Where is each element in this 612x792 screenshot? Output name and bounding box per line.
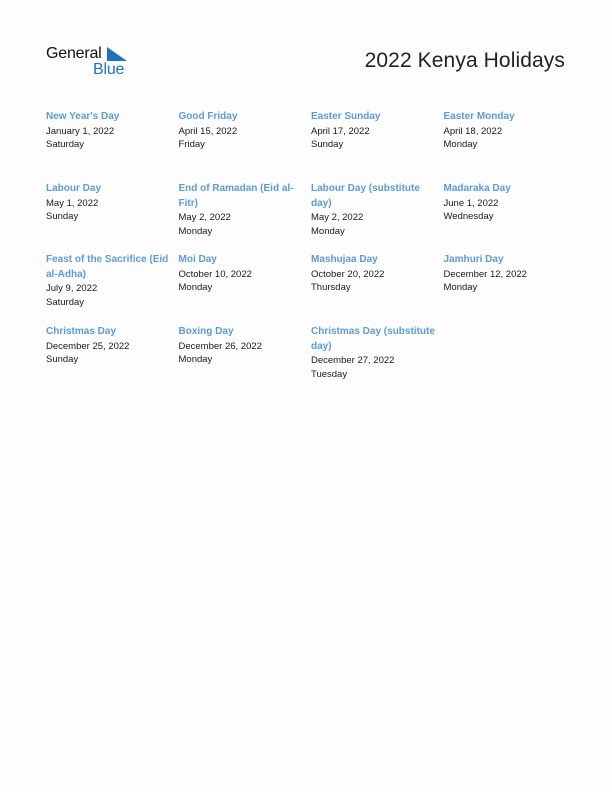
holiday-date: December 26, 2022	[178, 340, 262, 352]
holiday-name: Moi Day	[178, 254, 217, 265]
holiday-date: January 1, 2022	[46, 125, 115, 137]
holiday-item	[444, 253, 577, 325]
holiday-date: May 2, 2022	[311, 212, 364, 223]
holiday-date: July 9, 2022	[46, 283, 98, 294]
holiday-item	[311, 182, 444, 253]
holiday-row	[46, 325, 576, 397]
holiday-item	[311, 110, 444, 182]
holiday-weekday: Tuesday	[311, 368, 348, 380]
holiday-name: New Year's Day	[46, 111, 120, 122]
holiday-name: Easter Sunday	[311, 111, 381, 122]
holiday-weekday: Friday	[178, 139, 205, 151]
holiday-weekday: Wednesday	[443, 211, 494, 223]
holiday-weekday: Monday	[178, 354, 213, 366]
holiday-name: Boxing Day	[178, 326, 234, 337]
holiday-item	[444, 110, 577, 182]
holiday-weekday: Saturday	[46, 139, 85, 151]
holiday-name: Labour Day	[46, 183, 102, 194]
holiday-name: End of Ramadan (Eid al-Fitr)	[178, 183, 294, 209]
holiday-name: Labour Day (substitute day)	[311, 183, 420, 209]
holiday-date: May 1, 2022	[46, 197, 99, 209]
logo-triangle-icon	[107, 47, 127, 61]
holiday-item	[179, 110, 312, 182]
holiday-item	[46, 253, 179, 325]
holiday-date: December 12, 2022	[443, 268, 527, 280]
holiday-item	[179, 182, 312, 253]
holiday-name: Easter Monday	[443, 111, 515, 122]
holiday-date: April 15, 2022	[178, 125, 238, 137]
holiday-name: Jamhuri Day	[443, 254, 504, 265]
holiday-name: Good Friday	[178, 111, 238, 122]
holiday-date: December 27, 2022	[311, 355, 395, 366]
holiday-grid	[46, 110, 576, 397]
holiday-item	[311, 253, 444, 325]
generalblue-logo	[46, 45, 136, 79]
holiday-name: Mashujaa Day	[311, 254, 378, 265]
holiday-item	[179, 253, 312, 325]
holiday-weekday: Monday	[443, 282, 478, 294]
holiday-item	[444, 182, 577, 253]
holiday-name: Madaraka Day	[443, 183, 511, 194]
holiday-weekday: Sunday	[311, 139, 344, 151]
holiday-item	[46, 182, 179, 253]
holiday-date: December 25, 2022	[46, 340, 130, 352]
holiday-weekday: Sunday	[46, 354, 79, 366]
holiday-date: October 10, 2022	[178, 268, 252, 280]
holiday-weekday: Sunday	[46, 211, 79, 223]
holiday-item	[46, 110, 179, 182]
holiday-name: Christmas Day (substitute day)	[311, 326, 435, 352]
holiday-item	[46, 325, 179, 397]
holiday-weekday: Monday	[178, 225, 213, 237]
holiday-date: June 1, 2022	[443, 197, 499, 209]
holiday-row	[46, 253, 576, 325]
holiday-weekday: Monday	[178, 282, 213, 294]
holiday-date: April 17, 2022	[311, 125, 370, 137]
holiday-row	[46, 110, 576, 182]
logo-word-blue: Blue	[93, 61, 125, 78]
holiday-date: October 20, 2022	[311, 268, 385, 280]
logo-word-general: General	[46, 45, 102, 62]
holiday-item	[311, 325, 444, 397]
holiday-name: Christmas Day	[46, 326, 117, 337]
holiday-row	[46, 182, 576, 253]
holiday-date: April 18, 2022	[443, 125, 503, 137]
holiday-weekday: Monday	[311, 225, 345, 237]
page-title: 2022 Kenya Holidays	[364, 49, 565, 72]
holiday-weekday: Thursday	[311, 282, 351, 294]
holiday-empty-cell	[444, 325, 577, 397]
holiday-date: May 2, 2022	[178, 212, 231, 223]
holiday-weekday: Monday	[443, 139, 478, 151]
holiday-weekday: Saturday	[46, 296, 85, 308]
holiday-item	[179, 325, 312, 397]
holiday-name: Feast of the Sacrifice (Eid al-Adha)	[46, 254, 169, 280]
